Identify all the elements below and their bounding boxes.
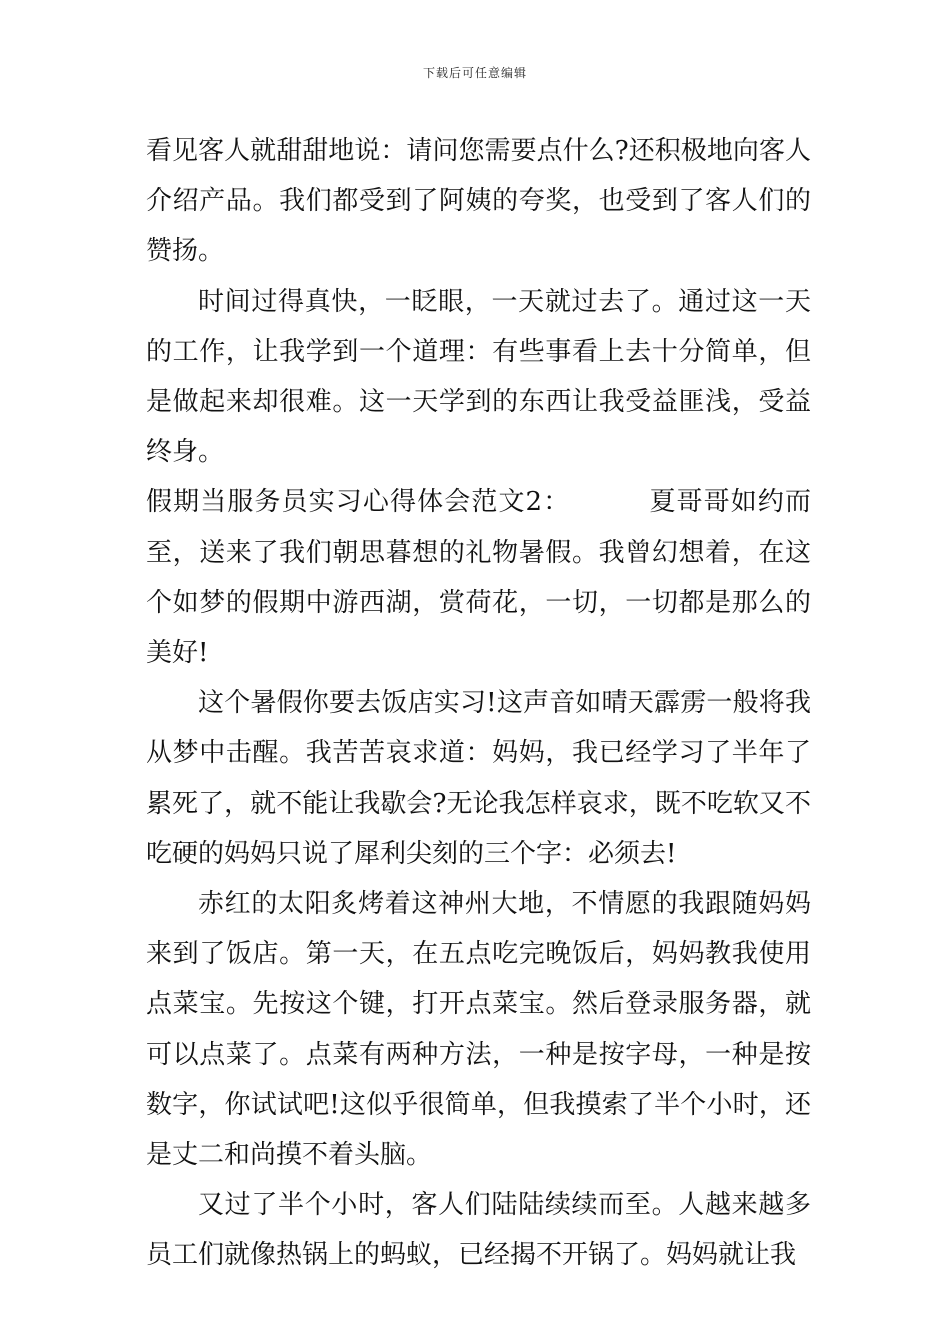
paragraph-5: 赤红的太阳炙烤着这神州大地，不情愿的我跟随妈妈来到了饭店。第一天，在五点吃完晚饭后，妈妈教我使用点菜宝。先按这个键，打开点菜宝。然后登录服务器，就可以点菜了。点菜有两种方法，一种是按字母，一种是按数字，你试试吧!这似乎很简单，但我摸索了半个小时，还是丈二和尚摸不着头脑。 <box>146 889 811 1171</box>
paragraph-4: 这个暑假你要去饭店实习!这声音如晴天霹雳一般将我从梦中击醒。我苦苦哀求道：妈妈，我已经学习了半年了累死了，就不能让我歇会?无论我怎样哀求，既不吃软又不吃硬的妈妈只说了犀利尖刻的三个字：必须去! <box>146 688 811 869</box>
paragraph-1: 看见客人就甜甜地说：请问您需要点什么?还积极地向客人介绍产品。我们都受到了阿姨的夸奖，也受到了客人们的赞扬。 <box>146 136 811 267</box>
document-body <box>146 126 811 1281</box>
paragraph-6: 又过了半个小时，客人们陆陆续续而至。人越来越多员工们就像热锅上的蚂蚁，已经揭不开锅了。妈妈就让我 <box>146 1190 811 1271</box>
section-heading-line <box>146 477 811 678</box>
paragraph-2: 时间过得真快，一眨眼，一天就过去了。通过这一天的工作，让我学到一个道理：有些事看上去十分简单，但是做起来却很难。这一天学到的东西让我受益匪浅，受益终身。 <box>146 286 811 468</box>
paragraph-3: 夏哥哥如约而至，送来了我们朝思暮想的礼物暑假。我曾幻想着，在这个如梦的假期中游西湖，赏荷花，一切，一切都是那么的美好! <box>146 487 811 669</box>
page-header: 下载后可任意编辑 <box>422 66 527 80</box>
section-heading: 假期当服务员实习心得体会范文2： <box>146 487 571 518</box>
